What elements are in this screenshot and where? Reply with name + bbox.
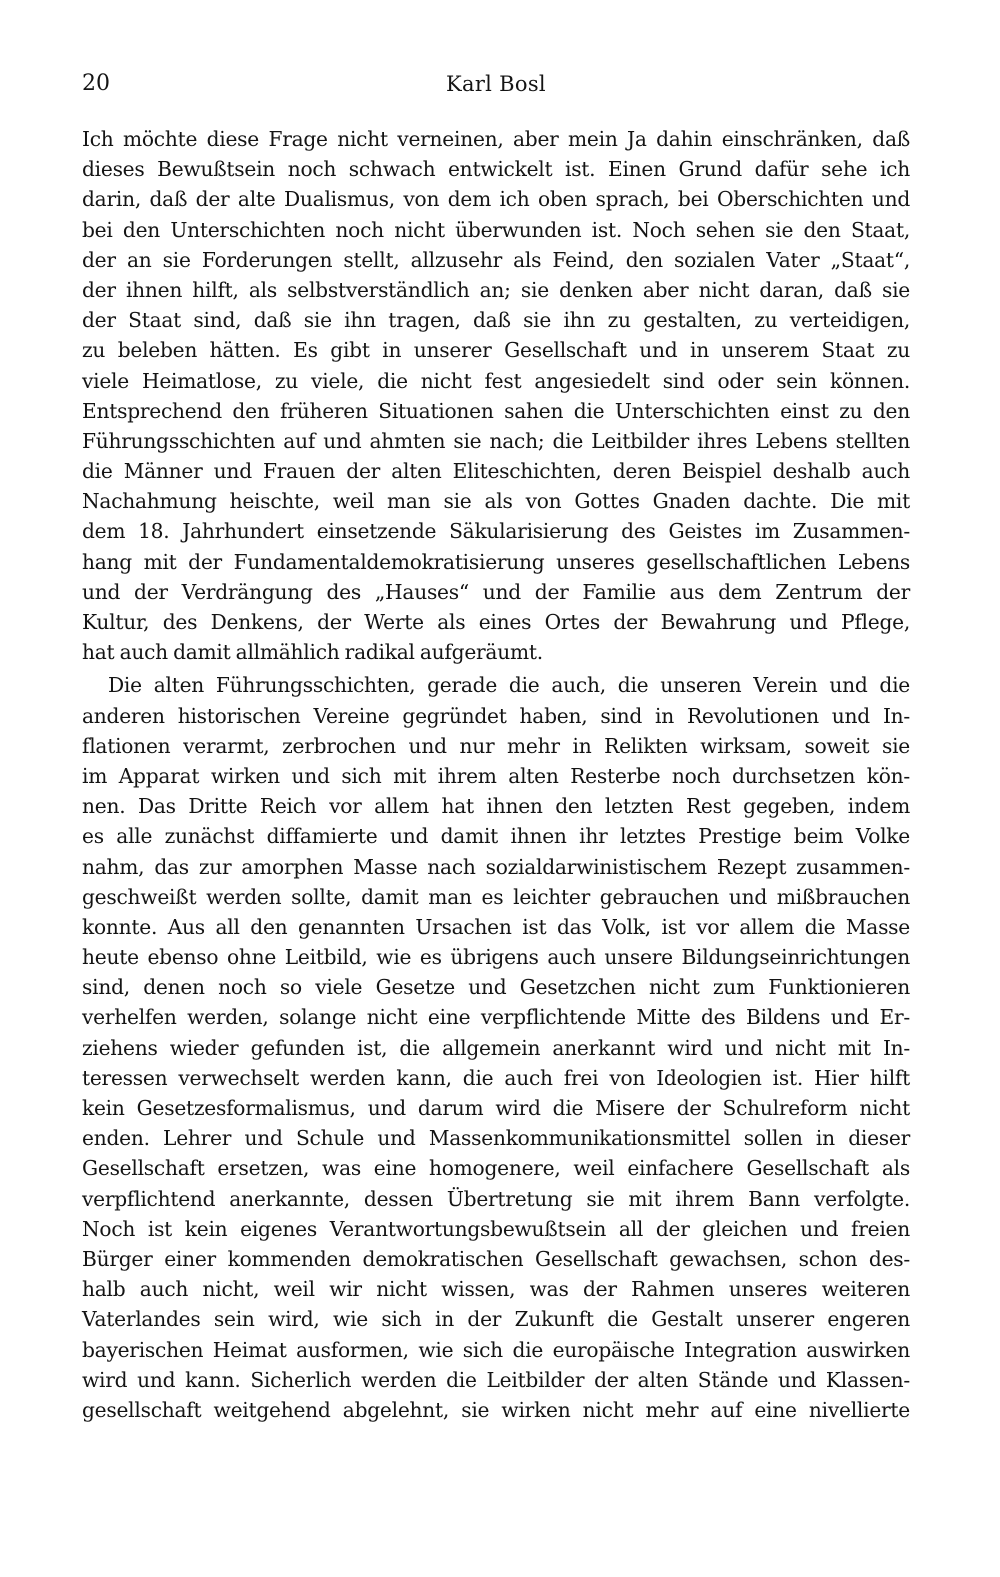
text-line: Die alten Führungsschichten, gerade die auch, die unseren Verein und die xyxy=(108,673,910,698)
text-line: dem 18. Jahrhundert einsetzende Säkularisierung des Geistes im Zusammen- xyxy=(82,519,910,544)
text-line: der ihnen hilft, als selbstverständlich an; sie denken aber nicht daran, daß sie xyxy=(82,277,910,302)
text-line: hat auch damit allmählich radikal aufgeräumt. xyxy=(82,640,543,665)
text-line: kein Gesetzesformalismus, und darum wird die Misere der Schulreform nicht xyxy=(82,1096,910,1120)
text-line: Noch ist kein eigenes Verantwortungsbewußtsein all der gleichen und freien xyxy=(82,1216,910,1241)
text-line: hang mit der Fundamentaldemokratisierung unseres gesellschaftlichen Lebens xyxy=(82,549,910,574)
text-line: verpflichtend anerkannte, dessen Übertretung sie mit ihrem Bann verfolgte. xyxy=(82,1186,910,1211)
text-line: Vaterlandes sein wird, wie sich in der Zukunft die Gestalt unserer engeren xyxy=(82,1307,910,1332)
text-line: Kultur, des Denkens, der Werte als eines Ortes der Bewahrung und Pflege, xyxy=(82,610,910,634)
text-line: zu beleben hätten. Es gibt in unserer Gesellschaft und in unserem Staat zu xyxy=(82,338,910,363)
text-line: die Männer und Frauen der alten Eliteschichten, deren Beispiel deshalb auch xyxy=(82,459,910,484)
text-line: geschweißt werden sollte, damit man es leichter gebrauchen und mißbrauchen xyxy=(82,884,910,909)
text-line: heute ebenso ohne Leitbild, wie es übrigens auch unsere Bildungseinrichtungen xyxy=(82,945,910,970)
text-line: ziehens wieder gefunden ist, die allgemein anerkannt wird und nicht mit In- xyxy=(82,1035,910,1060)
text-line: bei den Unterschichten noch nicht überwunden ist. Noch sehen sie den Staat, xyxy=(82,217,910,242)
author-running-title: Karl Bosl xyxy=(446,72,546,96)
text-line: Gesellschaft ersetzen, was eine homogenere, weil einfachere Gesellschaft als xyxy=(82,1156,910,1181)
text-line: es alle zunächst diffamierte und damit ihnen ihr letztes Prestige beim Volke xyxy=(82,824,910,849)
body-text xyxy=(82,124,910,1425)
paragraph xyxy=(82,670,910,1425)
text-line: nen. Das Dritte Reich vor allem hat ihnen den letzten Rest gegeben, indem xyxy=(82,794,910,819)
text-line: im Apparat wirken und sich mit ihrem alten Resterbe noch durchsetzen kön- xyxy=(82,763,910,788)
text-line: und der Verdrängung des „Hauses“ und der Familie aus dem Zentrum der xyxy=(82,579,910,604)
text-line: enden. Lehrer und Schule und Massenkommunikationsmittel sollen in dieser xyxy=(82,1126,910,1151)
text-line: sind, denen noch so viele Gesetze und Gesetzchen nicht zum Funktionieren xyxy=(82,975,910,1000)
text-line: anderen historischen Vereine gegründet haben, sind in Revolutionen und In- xyxy=(82,703,910,728)
text-line: Entsprechend den früheren Situationen sahen die Unterschichten einst zu den xyxy=(82,398,910,423)
text-line: nahm, das zur amorphen Masse nach sozialdarwinistischem Rezept zusammen- xyxy=(82,854,910,879)
text-line: darin, daß der alte Dualismus, von dem ich oben sprach, bei Oberschichten und xyxy=(82,187,910,212)
text-line: flationen verarmt, zerbrochen und nur mehr in Relikten wirksam, soweit sie xyxy=(82,733,910,758)
text-line: verhelfen werden, solange nicht eine verpflichtende Mitte des Bildens und Er- xyxy=(82,1005,910,1030)
text-line: konnte. Aus all den genannten Ursachen ist das Volk, ist vor allem die Masse xyxy=(82,914,910,939)
text-line: bayerischen Heimat ausformen, wie sich die europäische Integration auswirken xyxy=(82,1337,910,1362)
text-line: teressen verwechselt werden kann, die auch frei von Ideologien ist. Hier hilft xyxy=(82,1065,910,1090)
text-line: gesellschaft weitgehend abgelehnt, sie wirken nicht mehr auf eine nivellierte xyxy=(82,1397,910,1422)
text-line: der Staat sind, daß sie ihn tragen, daß sie ihn zu gestalten, zu verteidigen, xyxy=(82,308,910,333)
text-line: viele Heimatlose, zu viele, die nicht fest angesiedelt sind oder sein können. xyxy=(82,368,910,393)
paragraph xyxy=(82,124,910,667)
text-line: dieses Bewußtsein noch schwach entwickelt ist. Einen Grund dafür sehe ich xyxy=(82,157,910,182)
page-number: 20 xyxy=(82,71,110,96)
text-line: halb auch nicht, weil wir nicht wissen, was der Rahmen unseres weiteren xyxy=(82,1277,910,1302)
text-line: Führungsschichten auf und ahmten sie nach; die Leitbilder ihres Lebens stellten xyxy=(82,428,910,453)
text-line: Nachahmung heischte, weil man sie als von Gottes Gnaden dachte. Die mit xyxy=(82,489,910,514)
text-line: Ich möchte diese Frage nicht verneinen, aber mein Ja dahin einschränken, daß xyxy=(82,127,910,151)
text-line: wird und kann. Sicherlich werden die Leitbilder der alten Stände und Klassen- xyxy=(82,1367,910,1392)
running-head xyxy=(82,66,910,102)
text-line: der an sie Forderungen stellt, allzusehr als Feind, den sozialen Vater „Staat“, xyxy=(82,247,910,272)
text-line: Bürger einer kommenden demokratischen Gesellschaft gewachsen, schon des- xyxy=(82,1246,910,1271)
